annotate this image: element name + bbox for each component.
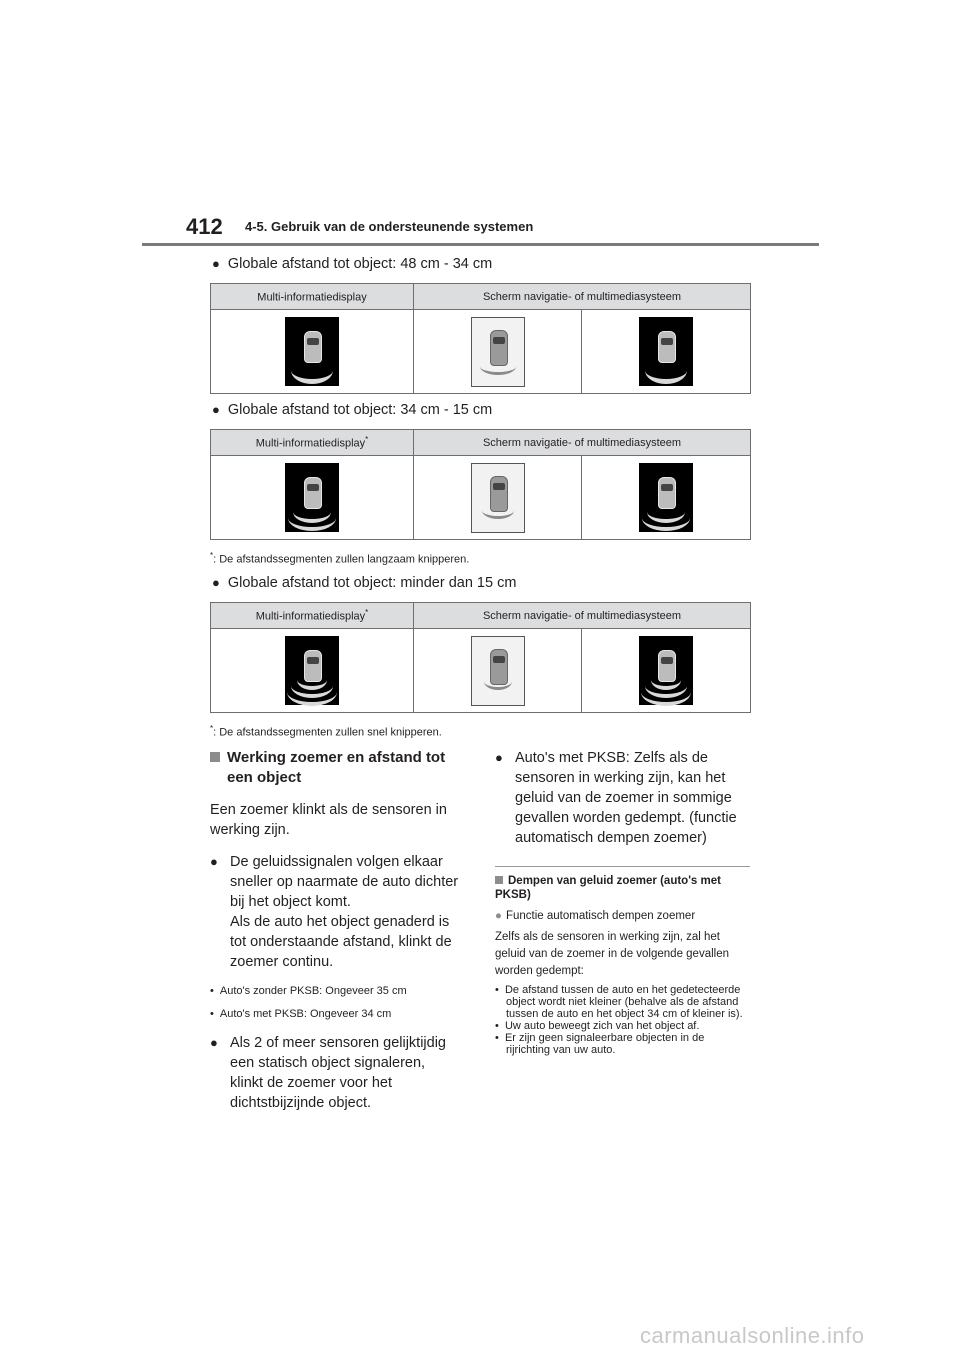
sub-item-2: • Auto's met PKSB: Ongeveer 34 cm <box>210 1008 392 1020</box>
table-header-nav-screen: Scherm navigatie- of multimediasysteem <box>414 284 751 310</box>
distance-bullet-2 <box>212 402 492 418</box>
pksb-bullet: ● Auto's met PKSB: Zelfs als de sensoren in werking zijn, kan het geluid van de zoemer in sommige gevallen worden gedempt. (functie automatisch dempen zoemer) <box>495 750 737 846</box>
list-item: • De afstand tussen de auto en het gedetecteerde object wordt niet kleiner (behalve als de afstand tussen de auto en het object 34 cm of kleiner is). <box>495 984 743 1020</box>
table-header-multi-info: Multi-informatiedisplay* <box>211 430 414 456</box>
car-sensor-display-icon <box>285 636 339 705</box>
car-sensor-multimedia-icon <box>639 317 693 386</box>
nav-display-image <box>414 456 582 540</box>
distance-bullet-3 <box>212 575 516 591</box>
distance-bullet-1 <box>212 256 492 272</box>
multimedia-display-image <box>582 310 751 394</box>
mute-subheading: ● Functie automatisch dempen zoemer <box>495 910 696 922</box>
section-square-icon <box>495 876 503 884</box>
list-item: • Uw auto beweegt zich van het object af. <box>495 1020 700 1032</box>
mid-display-image <box>211 629 414 713</box>
right-column <box>495 748 750 848</box>
car-sensor-nav-icon <box>471 463 525 533</box>
footnote-2: *: De afstandssegmenten zullen snel knipperen. <box>210 724 442 739</box>
distance-label: Globale afstand tot object: 34 cm - 15 cm <box>227 402 493 418</box>
section-divider <box>495 866 750 867</box>
bullet-dot-icon: ● <box>212 402 220 417</box>
mute-body: Zelfs als de sensoren in werking zijn, zal het geluid van de zoemer in de volgende gevallen worden gedempt: <box>495 931 729 977</box>
section-title: Werking zoemer en afstand tot een object <box>210 748 460 788</box>
bullet-dot-icon: ● <box>212 256 220 271</box>
display-table-2 <box>210 429 751 540</box>
header-divider <box>142 243 819 246</box>
footnote-1: *: De afstandssegmenten zullen langzaam knipperen. <box>210 551 470 566</box>
car-sensor-multimedia-icon <box>639 463 693 532</box>
bullet-dot-icon: ● <box>212 575 220 590</box>
table-header-multi-info: Multi-informatiedisplay* <box>211 603 414 629</box>
car-sensor-display-icon <box>285 463 339 532</box>
car-sensor-nav-icon <box>471 636 525 706</box>
table-header-nav-screen: Scherm navigatie- of multimediasysteem <box>414 603 751 629</box>
mute-title: Dempen van geluid zoemer (auto's met PKSB) <box>495 875 721 901</box>
buzzer-bullet-2: ● Als 2 of meer sensoren gelijktijdig een statisch object signaleren, klinkt de zoemer voor het dichtstbijzijnde object. <box>210 1035 446 1111</box>
car-sensor-display-icon <box>285 317 339 386</box>
table-header-multi-info: Multi-informatiedisplay <box>211 284 414 310</box>
page-number: 412 <box>186 214 223 239</box>
car-sensor-multimedia-icon <box>639 636 693 705</box>
distance-label: Globale afstand tot object: 48 cm - 34 cm <box>227 256 493 272</box>
display-table-3 <box>210 602 751 713</box>
list-item: • Er zijn geen signaleerbare objecten in de rijrichting van uw auto. <box>495 1032 705 1056</box>
nav-display-image <box>414 310 582 394</box>
intro-text: Een zoemer klinkt als de sensoren in werking zijn. <box>210 802 447 838</box>
display-table-1 <box>210 283 751 394</box>
mid-display-image <box>211 456 414 540</box>
multimedia-display-image <box>582 456 751 540</box>
section-square-icon <box>210 752 220 762</box>
table-header-nav-screen: Scherm navigatie- of multimediasysteem <box>414 430 751 456</box>
buzzer-bullet-1-continued: Als de auto het object genaderd is tot onderstaande afstand, klinkt de zoemer continu. <box>230 914 452 970</box>
left-column <box>210 748 460 1113</box>
multimedia-display-image <box>582 629 751 713</box>
watermark: carmanualsonline.info <box>640 1323 865 1348</box>
mid-display-image <box>211 310 414 394</box>
mute-list <box>495 984 750 1056</box>
sub-item-1: • Auto's zonder PKSB: Ongeveer 35 cm <box>210 985 407 997</box>
distance-label: Globale afstand tot object: minder dan 15 cm <box>227 575 517 591</box>
chapter-title: 4-5. Gebruik van de ondersteunende systemen <box>245 219 534 234</box>
mute-section <box>495 874 750 1056</box>
nav-display-image <box>414 629 582 713</box>
buzzer-bullet-1: ● De geluidssignalen volgen elkaar sneller op naarmate de auto dichter bij het object komt. <box>210 854 459 910</box>
car-sensor-nav-icon <box>471 317 525 387</box>
